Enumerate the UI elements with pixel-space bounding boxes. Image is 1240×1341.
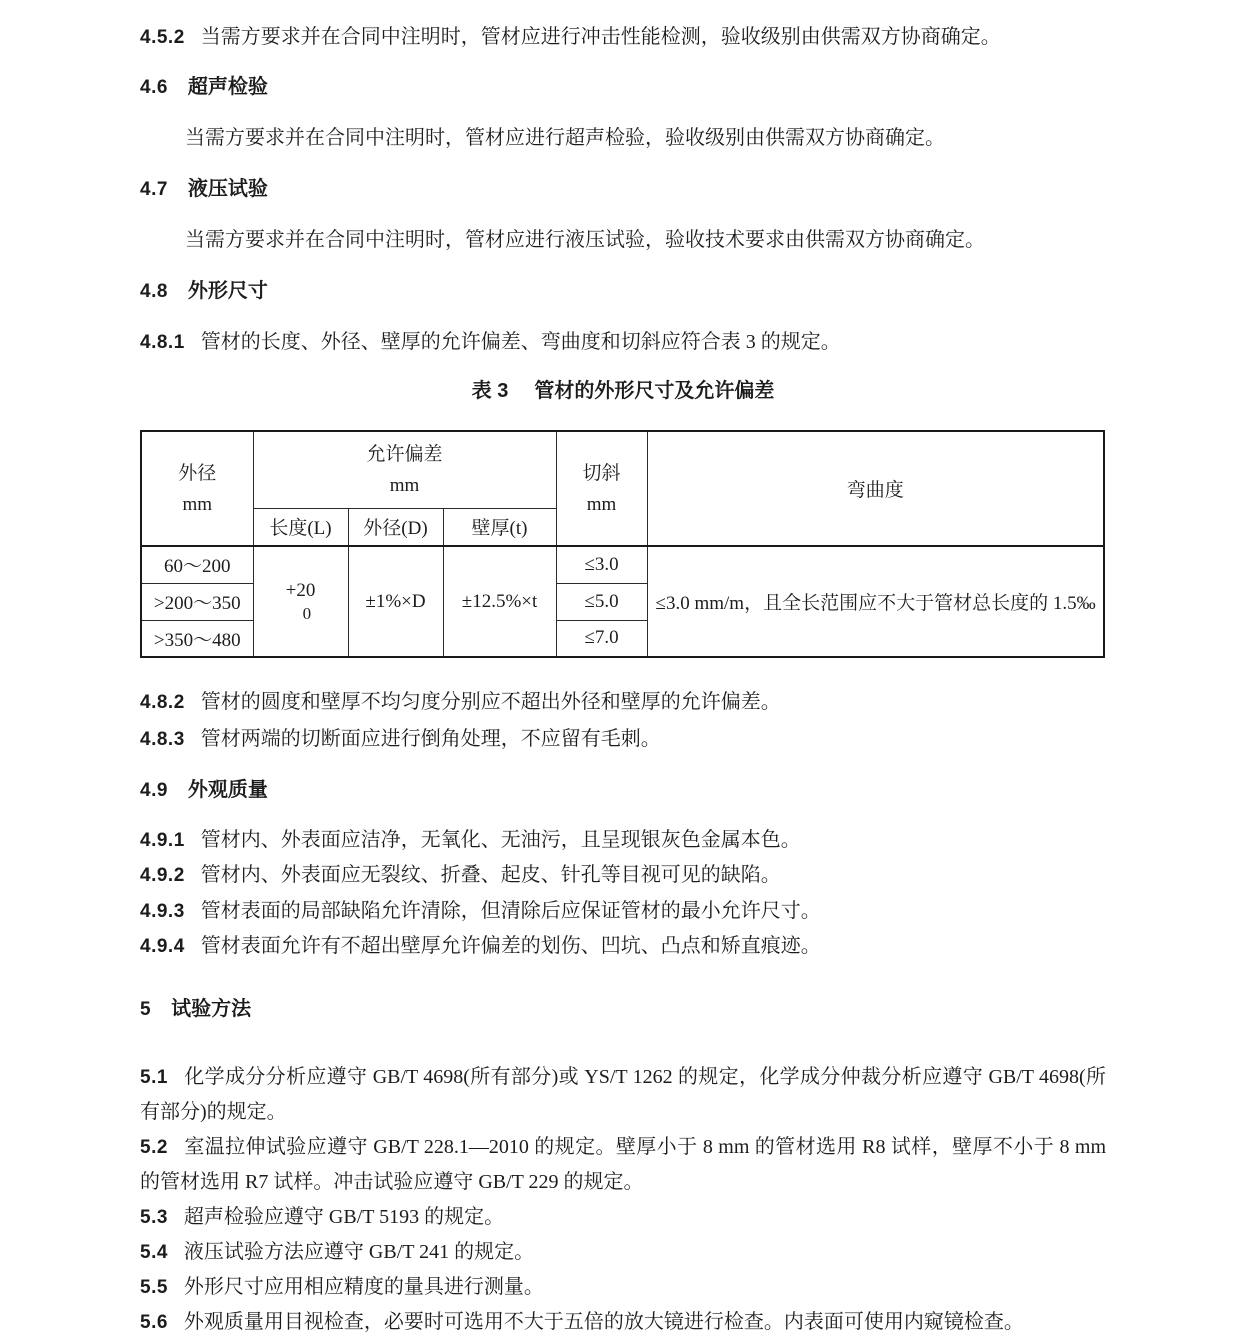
- clause-5-3: [140, 1200, 1106, 1235]
- clause-4-9-2: [140, 858, 1106, 893]
- heading-number: 4.9: [140, 780, 168, 801]
- clause-number: 4.9.3: [140, 901, 185, 922]
- clause-number: 4.8.2: [140, 692, 185, 713]
- cell-cut-max: ≤3.0: [556, 546, 647, 583]
- clause-text: 管材内、外表面应洁净，无氧化、无油污，且呈现银灰色金属本色。: [200, 829, 801, 851]
- clause-5-4: [140, 1235, 1106, 1270]
- clause-number: 4.8.3: [140, 729, 185, 750]
- th-cut-slant: [556, 431, 647, 546]
- clause-text: 管材表面的局部缺陷允许清除，但清除后应保证管材的最小允许尺寸。: [200, 900, 821, 922]
- table-3-label: 表 3: [471, 380, 509, 402]
- clause-number: 5.1: [140, 1067, 168, 1088]
- th-outer-diameter: [141, 431, 253, 546]
- th-wall-tolerance: 壁厚(t): [443, 508, 556, 546]
- cell-wall-tolerance: ±12.5%×t: [443, 546, 556, 657]
- clause-text: 化学成分分析应遵守 GB/T 4698(所有部分)或 YS/T 1262 的规定，化学成分仲裁分析应遵守 GB/T 4698(所有部分)的规定。: [140, 1066, 1106, 1123]
- th-tolerance: [253, 431, 556, 508]
- length-tolerance-zero: 0: [302, 603, 312, 623]
- heading-text: 液压试验: [187, 178, 268, 200]
- clause-4-9-4: [140, 929, 1106, 964]
- th-bend: 弯曲度: [647, 431, 1104, 546]
- th-outer-diameter-label: 外径: [178, 462, 217, 484]
- para-4-6: [140, 121, 1106, 156]
- heading-number: 4.6: [140, 77, 168, 98]
- clause-4-5-2: [140, 20, 1106, 55]
- table-3-title: [140, 374, 1106, 409]
- para-4-7: [140, 223, 1106, 258]
- clause-number: 4.8.1: [140, 332, 185, 353]
- clause-number: 5.4: [140, 1242, 168, 1263]
- cell-od-range: >200～350: [141, 583, 253, 620]
- clause-5-1: [140, 1060, 1106, 1130]
- clause-4-8-2: [140, 685, 1106, 720]
- clause-4-8-3: [140, 722, 1106, 757]
- th-diameter-tolerance: 外径(D): [348, 508, 443, 546]
- clause-number: 5.5: [140, 1277, 168, 1298]
- clause-text: 管材表面允许有不超出壁厚允许偏差的划伤、凹坑、凸点和矫直痕迹。: [200, 935, 821, 957]
- para-text: 当需方要求并在合同中注明时，管材应进行液压试验，验收技术要求由供需双方协商确定。: [185, 229, 985, 251]
- th-outer-diameter-unit: mm: [182, 493, 213, 515]
- table-3-title-text: 管材的外形尺寸及允许偏差: [534, 380, 775, 402]
- clause-number: 5.2: [140, 1137, 168, 1158]
- th-cut-slant-label: 切斜: [582, 462, 621, 484]
- clause-text: 室温拉伸试验应遵守 GB/T 228.1—2010 的规定。壁厚小于 8 mm 的管材选用 R8 试样，壁厚不小于 8 mm 的管材选用 R7 试样。冲击试验应遵守 GB/T 229 的规定。: [140, 1136, 1106, 1193]
- clause-text: 液压试验方法应遵守 GB/T 241 的规定。: [183, 1241, 535, 1263]
- cell-cut-max: ≤7.0: [556, 620, 647, 657]
- clause-text: 超声检验应遵守 GB/T 5193 的规定。: [183, 1206, 505, 1228]
- clause-4-8-1: [140, 325, 1106, 360]
- clause-5-5: [140, 1270, 1106, 1305]
- clause-text: 管材内、外表面应无裂纹、折叠、起皮、针孔等目视可见的缺陷。: [200, 864, 781, 886]
- heading-number: 4.7: [140, 179, 168, 200]
- heading-4-8: [140, 274, 1106, 309]
- cell-diameter-tolerance: ±1%×D: [348, 546, 443, 657]
- heading-number: 5: [140, 999, 152, 1020]
- clause-number: 5.3: [140, 1207, 168, 1228]
- heading-4-7: [140, 172, 1106, 207]
- clause-text: 管材两端的切断面应进行倒角处理，不应留有毛刺。: [200, 728, 661, 750]
- heading-text: 试验方法: [171, 998, 252, 1020]
- cell-bend: ≤3.0 mm/m，且全长范围应不大于管材总长度的 1.5‰: [647, 546, 1104, 657]
- clause-text: 管材的圆度和壁厚不均匀度分别应不超出外径和壁厚的允许偏差。: [200, 691, 781, 713]
- cell-od-range: >350～480: [141, 620, 253, 657]
- para-text: 当需方要求并在合同中注明时，管材应进行超声检验，验收级别由供需双方协商确定。: [185, 127, 945, 149]
- heading-text: 外形尺寸: [187, 280, 268, 302]
- th-cut-slant-unit: mm: [586, 493, 617, 515]
- heading-text: 超声检验: [187, 76, 268, 98]
- clause-4-9-3: [140, 894, 1106, 929]
- clause-text: 当需方要求并在合同中注明时，管材应进行冲击性能检测，验收级别由供需双方协商确定。: [200, 26, 1001, 48]
- clause-number: 4.5.2: [140, 27, 185, 48]
- heading-4-9: [140, 773, 1106, 808]
- clause-4-9-1: [140, 823, 1106, 858]
- clause-number: 5.6: [140, 1312, 168, 1333]
- clause-5-2: [140, 1130, 1106, 1200]
- table-3: [140, 430, 1105, 658]
- clause-text: 管材的长度、外径、壁厚的允许偏差、弯曲度和切斜应符合表 3 的规定。: [200, 331, 841, 353]
- cell-cut-max: ≤5.0: [556, 583, 647, 620]
- cell-length-tolerance: [253, 546, 348, 657]
- clause-number: 4.9.2: [140, 865, 185, 886]
- table-row: [141, 546, 1104, 583]
- length-tolerance-stack: [286, 579, 316, 625]
- clause-text: 外观质量用目视检查，必要时可选用不大于五倍的放大镜进行检查。内表面可使用内窥镜检查。: [183, 1311, 1024, 1333]
- cell-od-range: 60～200: [141, 546, 253, 583]
- clause-number: 4.9.4: [140, 936, 185, 957]
- clause-text: 外形尺寸应用相应精度的量具进行测量。: [183, 1276, 544, 1298]
- th-tolerance-label: 允许偏差: [366, 443, 443, 465]
- th-length-tolerance: 长度(L): [253, 508, 348, 546]
- heading-5: [140, 992, 1106, 1027]
- th-tolerance-unit: mm: [389, 474, 420, 496]
- clause-number: 4.9.1: [140, 830, 185, 851]
- length-tolerance-plus: +20: [285, 579, 316, 601]
- clause-5-6: [140, 1305, 1106, 1340]
- heading-number: 4.8: [140, 281, 168, 302]
- heading-4-6: [140, 70, 1106, 105]
- heading-text: 外观质量: [187, 779, 268, 801]
